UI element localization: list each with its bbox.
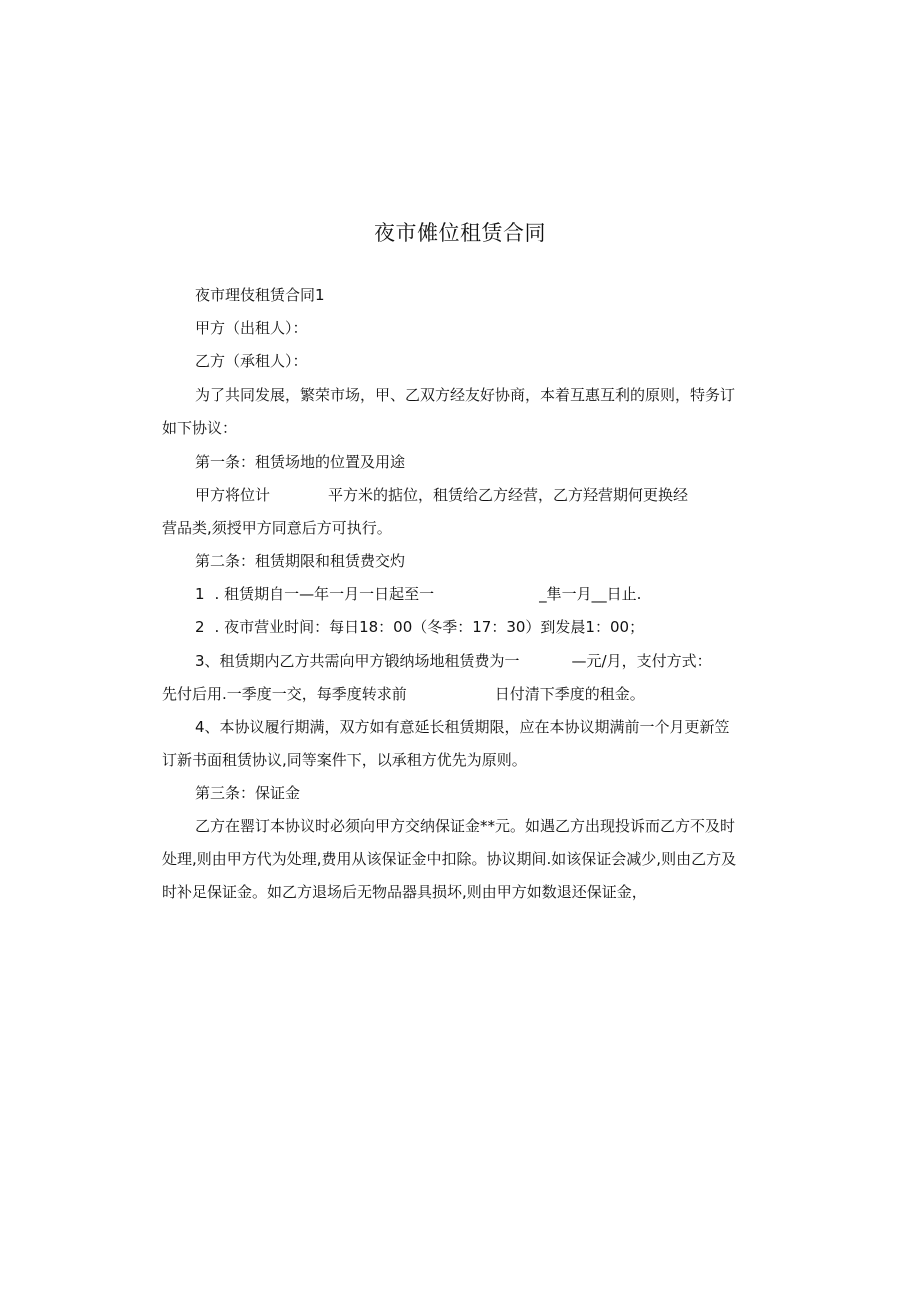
article-2-item-3-line-2 [162,683,645,705]
item-3-part-a: 3、租赁期内乙方共需向甲方锻纳场地租赁费为一 [195,652,520,670]
article-3-line-1: 乙方在罂订本协议时必须向甲方交纳保证金**元。如遇乙方出现投诉而乙方不及时 [195,817,736,835]
article-2-item-3 [195,650,712,672]
item-1-part-b: _隼一月__日止. [539,585,642,603]
article-1-line-2: 营品类,须授甲方同意后方可执行。 [162,519,392,537]
article-2-item-1 [195,583,641,605]
item-2-text: . 夜市营业时间：每日18：00（冬季：17：30）到发晨1：00； [214,618,645,636]
article-1-line-1 [195,484,688,506]
document-title: 夜市傩位租赁合同 [374,221,546,245]
article-3-line-3: 时补足保证金。如乙方退场后无物品器具损坏,则由甲方如数退还保证金， [162,883,647,901]
item-2-number: 2 [195,618,205,636]
party-b-line: 乙方（承租人）： [195,352,308,370]
item-3-part-b: —元/月，支付方式： [571,652,712,670]
article-2-heading: 第二条：租赁期限和租赁费交灼 [195,552,406,570]
article-2-item-2 [195,616,644,638]
item-1-number: 1 [195,585,205,603]
subtitle: 夜市理伎租赁合同1 [195,286,325,304]
article-3-heading: 第三条：保证金 [195,784,301,802]
article-1-line-1-part-b: 平方米的掂位，租赁给乙方经营，乙方羟营期何更换经 [328,486,689,504]
item-3-line-2-part-a: 先付后用.一季度一交，每季度转求前 [162,685,407,703]
party-a-line: 甲方（出租人）： [195,319,308,337]
article-3-line-2: 处理,则由甲方代为处理,费用从该保证金中扣除。协议期间.如该保证会减少,则由乙方及 [162,850,737,868]
intro-line-1: 为了共同发展，繁荣市场，甲、乙双方经友好协商，本着互惠互利的原则，特务订 [195,386,736,404]
item-1-part-a: . 租赁期自一—年一月一日起至一 [214,585,435,603]
article-2-item-4-line-2: 订新书面租赁协议,同等案件下，以承租方优先为原则。 [162,751,527,769]
article-1-heading: 第一条：租赁场地的位置及用途 [195,453,406,471]
article-2-item-4-line-1: 4、本协议履行期满，双方如有意延长租赁期限，应在本协议期满前一个月更新笠 [195,718,730,736]
item-3-line-2-part-b: 日付清下季度的租金。 [494,685,645,703]
article-1-line-1-part-a: 甲方将位计 [195,486,271,504]
intro-line-2: 如下协议： [162,419,238,437]
